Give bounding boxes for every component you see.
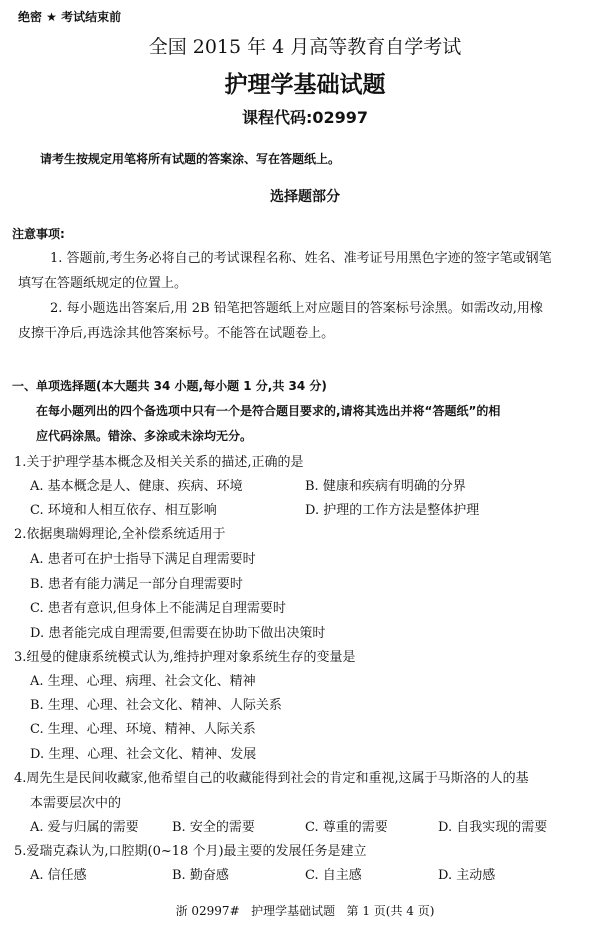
notes-heading: 注意事项: bbox=[12, 227, 65, 241]
question-4-stem-line-1: 4.周先生是民间收藏家,他希望自己的收藏能得到社会的肯定和重视,这属于马斯洛的人的基 bbox=[14, 771, 529, 786]
question-1-option-b: B. 健康和疾病有明确的分界 bbox=[305, 479, 466, 494]
part-1-heading: 一、单项选择题(本大题共 34 小题,每小题 1 分,共 34 分) bbox=[12, 379, 327, 393]
question-2-option-d: D. 患者能完成自理需要,但需要在协助下做出决策时 bbox=[30, 626, 326, 641]
answer-instruction: 请考生按规定用笔将所有试题的答案涂、写在答题纸上。 bbox=[40, 152, 341, 166]
question-5-stem: 5.爱瑞克森认为,口腔期(0~18 个月)最主要的发展任务是建立 bbox=[14, 844, 367, 859]
note-1-line-1: 1. 答题前,考生务必将自己的考试课程名称、姓名、准考证号用黑色字迹的签字笔或钢笔 bbox=[50, 251, 552, 266]
question-2-stem: 2.依据奥瑞姆理论,全补偿系统适用于 bbox=[14, 527, 226, 542]
question-2-option-b: B. 患者有能力满足一部分自理需要时 bbox=[30, 577, 243, 592]
question-1-option-c: C. 环境和人相互依存、相互影响 bbox=[30, 503, 217, 518]
question-4-option-a: A. 爱与归属的需要 bbox=[30, 820, 139, 835]
question-5-option-d: D. 主动感 bbox=[438, 868, 496, 883]
question-2-option-c: C. 患者有意识,但身体上不能满足自理需要时 bbox=[30, 601, 286, 616]
question-5-option-c: C. 自主感 bbox=[305, 868, 362, 883]
question-5-option-b: B. 勤奋感 bbox=[172, 868, 229, 883]
part-1-desc-line-1: 在每小题列出的四个备选项中只有一个是符合题目要求的,请将其选出并将“答题纸”的相 bbox=[36, 404, 501, 418]
section-title: 选择题部分 bbox=[270, 189, 340, 205]
question-3-option-b: B. 生理、心理、社会文化、精神、人际关系 bbox=[30, 698, 282, 713]
note-2 bbox=[18, 296, 596, 346]
question-3-option-a: A. 生理、心理、病理、社会文化、精神 bbox=[30, 674, 256, 689]
question-4-option-d: D. 自我实现的需要 bbox=[438, 820, 548, 835]
note-1-line-2: 填写在答题纸规定的位置上。 bbox=[18, 276, 188, 291]
question-4-stem-line-2: 本需要层次中的 bbox=[30, 796, 122, 811]
part-1-desc-line-2: 应代码涂黑。错涂、多涂或未涂均无分。 bbox=[36, 429, 253, 443]
note-2-line-2: 皮擦干净后,再选涂其他答案标号。不能答在试题卷上。 bbox=[18, 326, 335, 341]
course-code: 课程代码:02997 bbox=[241, 108, 369, 127]
question-3-stem: 3.纽曼的健康系统模式认为,维持护理对象系统生存的变量是 bbox=[14, 650, 356, 665]
question-4-option-b: B. 安全的需要 bbox=[172, 820, 255, 835]
question-1-stem: 1.关于护理学基本概念及相关关系的描述,正确的是 bbox=[14, 455, 304, 470]
page-footer: 浙 02997# 护理学基础试题 第 1 页(共 4 页) bbox=[175, 904, 435, 918]
question-1-option-a: A. 基本概念是人、健康、疾病、环境 bbox=[30, 479, 243, 494]
note-2-line-1: 2. 每小题选出答案后,用 2B 铅笔把答题纸上对应题目的答案标号涂黑。如需改动,用橡 bbox=[50, 301, 543, 316]
exam-title: 全国 2015 年 4 月高等教育自学考试 bbox=[148, 36, 462, 58]
confidential-mark: 绝密 ★ 考试结束前 bbox=[18, 10, 122, 24]
question-4-option-c: C. 尊重的需要 bbox=[305, 820, 388, 835]
subject-title: 护理学基础试题 bbox=[224, 72, 386, 98]
note-1 bbox=[18, 246, 596, 296]
question-3-option-d: D. 生理、心理、社会文化、精神、发展 bbox=[30, 747, 257, 762]
question-2-option-a: A. 患者可在护士指导下满足自理需要时 bbox=[30, 552, 256, 567]
question-5-option-a: A. 信任感 bbox=[30, 868, 87, 883]
question-3-option-c: C. 生理、心理、环境、精神、人际关系 bbox=[30, 722, 256, 737]
question-1-option-d: D. 护理的工作方法是整体护理 bbox=[305, 503, 480, 518]
